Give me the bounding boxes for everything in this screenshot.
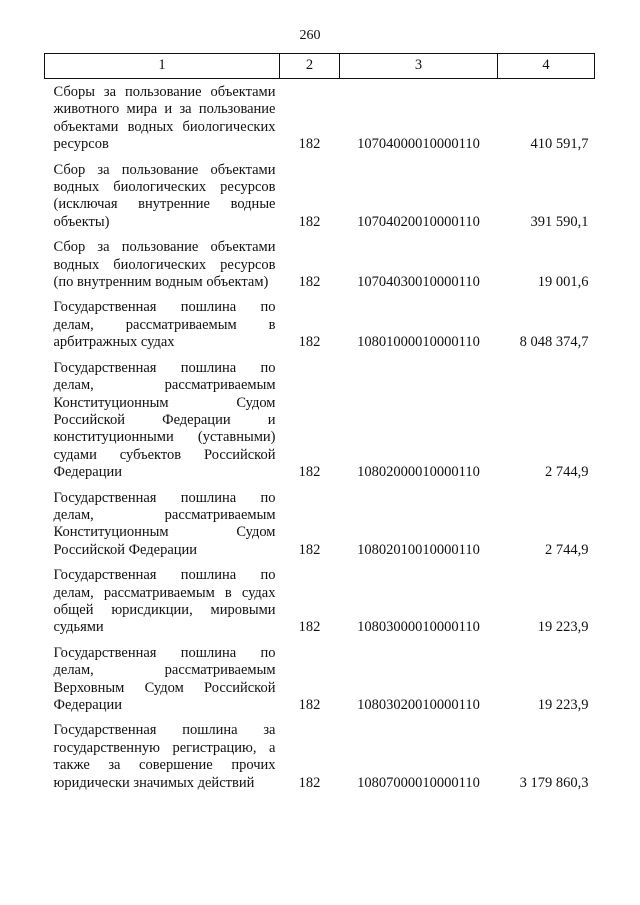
row-classification-code: 10803020010000110 bbox=[357, 697, 480, 713]
row-admin-code: 182 bbox=[298, 136, 321, 153]
row-description: Государственная пошлина по делам, рассматриваемым в арбитражных судах bbox=[53, 299, 276, 351]
table-row bbox=[45, 291, 595, 351]
table-row bbox=[45, 482, 595, 560]
row-amount: 3 179 860,3 bbox=[519, 774, 589, 791]
row-description: Государственная пошлина по делам, рассматриваемым Конституционным Судом Российской Федерации bbox=[53, 489, 276, 558]
table-row bbox=[45, 231, 595, 291]
row-classification-code: 10704030010000110 bbox=[357, 274, 480, 291]
row-description: Сбор за пользование объектами водных биологических ресурсов (исключая внутренние водные объекты) bbox=[53, 161, 276, 230]
row-classification-code: 10704000010000110 bbox=[357, 136, 480, 153]
row-amount: 2 744,9 bbox=[545, 541, 589, 558]
row-amount: 2 744,9 bbox=[545, 464, 589, 481]
row-classification-code: 10704020010000110 bbox=[357, 213, 480, 230]
row-description: Сбор за пользование объектами водных биологических ресурсов (по внутренним водным объектам) bbox=[53, 239, 276, 291]
column-header-admin: 2 bbox=[280, 54, 340, 79]
table-row bbox=[45, 637, 595, 715]
row-admin-code: 182 bbox=[298, 697, 321, 713]
row-amount: 391 590,1 bbox=[530, 213, 589, 230]
table-row bbox=[45, 559, 595, 637]
row-classification-code: 10802000010000110 bbox=[357, 464, 480, 481]
row-admin-code: 182 bbox=[298, 213, 321, 230]
row-admin-code: 182 bbox=[298, 619, 321, 636]
row-amount: 410 591,7 bbox=[530, 136, 589, 153]
row-classification-code: 10807000010000110 bbox=[357, 774, 480, 791]
row-amount: 19 001,6 bbox=[537, 274, 589, 291]
table-row bbox=[45, 79, 595, 154]
header-row bbox=[45, 54, 595, 79]
column-header-code: 3 bbox=[340, 54, 498, 79]
table-header bbox=[45, 54, 595, 79]
row-classification-code: 10802010010000110 bbox=[357, 541, 480, 558]
row-description: Государственная пошлина по делам, рассматриваемым в судах общей юрисдикции, мировыми судьями bbox=[53, 567, 276, 636]
row-admin-code: 182 bbox=[298, 274, 321, 291]
row-description: Государственная пошлина по делам, рассматриваемым Конституционным Судом Российской Федерации и конституционными (уставными) судами субъектов Российской Федерации bbox=[53, 359, 276, 481]
revenue-table bbox=[44, 53, 595, 792]
row-classification-code: 10801000010000110 bbox=[357, 334, 480, 351]
row-amount: 19 223,9 bbox=[537, 697, 589, 713]
column-header-amount: 4 bbox=[498, 54, 595, 79]
row-description: Государственная пошлина по делам, рассматриваемым Верховным Судом Российской Федерации bbox=[53, 644, 276, 713]
row-amount: 19 223,9 bbox=[537, 619, 589, 636]
table-row bbox=[45, 714, 595, 792]
row-admin-code: 182 bbox=[298, 464, 321, 481]
row-admin-code: 182 bbox=[298, 774, 321, 791]
row-amount: 8 048 374,7 bbox=[519, 334, 589, 351]
row-description: Сборы за пользование объектами животного мира и за пользование объектами водных биологических ресурсов bbox=[53, 84, 276, 153]
row-description: Государственная пошлина за государственную регистрацию, а также за совершение прочих юридически значимых действий bbox=[53, 722, 276, 791]
row-admin-code: 182 bbox=[298, 334, 321, 351]
row-admin-code: 182 bbox=[298, 541, 321, 558]
table-row bbox=[45, 154, 595, 232]
page-number: 260 bbox=[299, 28, 321, 43]
row-classification-code: 10803000010000110 bbox=[357, 619, 480, 636]
table-row bbox=[45, 352, 595, 482]
table-body bbox=[45, 79, 595, 793]
column-header-description: 1 bbox=[45, 54, 280, 79]
